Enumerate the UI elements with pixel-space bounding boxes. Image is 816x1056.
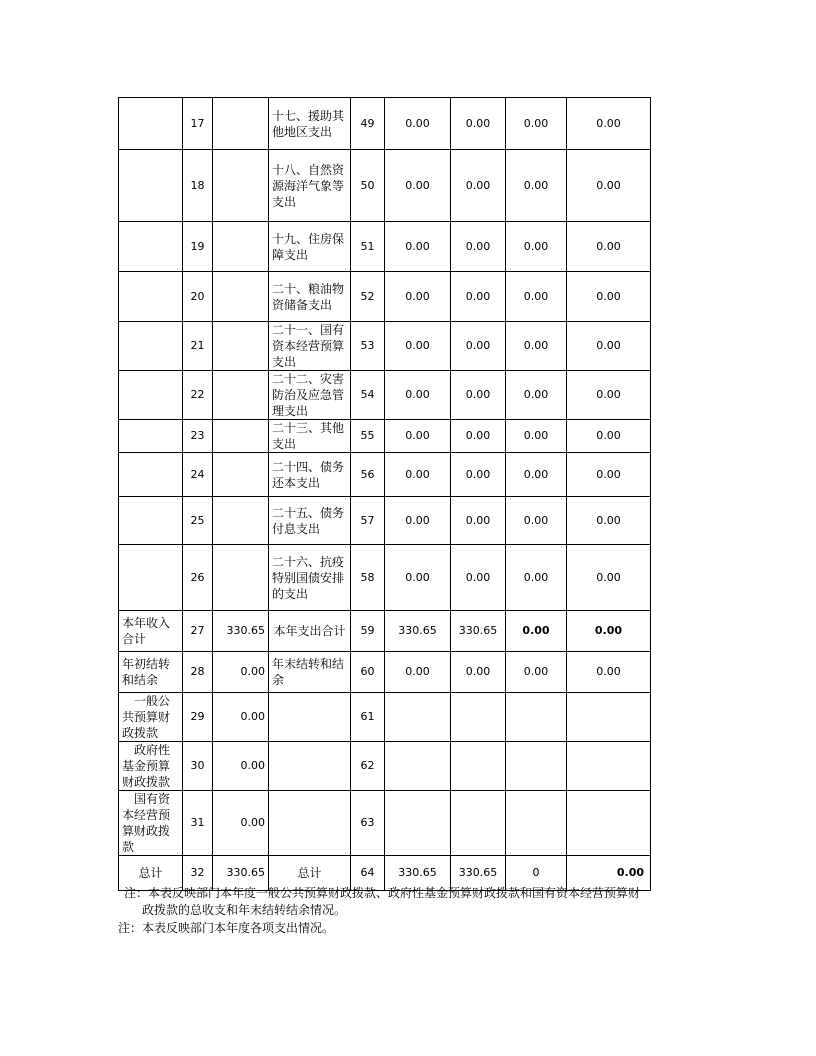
income-item-cell: [119, 497, 183, 545]
table-row: [119, 150, 651, 222]
expense-line-number: 64: [351, 856, 385, 891]
table-row: [119, 420, 651, 453]
amount-cell: 0.00: [451, 272, 506, 322]
summary-row-state: [119, 791, 651, 856]
expense-line-number: 61: [351, 693, 385, 742]
amount-cell: 330.65: [451, 856, 506, 891]
footnote-1: [118, 885, 658, 919]
amount-cell: 0.00: [385, 497, 451, 545]
income-amount: [213, 371, 269, 420]
expense-line-number: 53: [351, 322, 385, 371]
amount-cell: [385, 742, 451, 791]
expense-line-number: 56: [351, 453, 385, 497]
expense-item-label: 二十一、国有资本经营预算支出: [269, 322, 351, 371]
income-item-cell: [119, 150, 183, 222]
amount-cell: 0.00: [567, 611, 651, 652]
amount-cell: 0.00: [506, 420, 567, 453]
amount-cell: 0.00: [451, 545, 506, 611]
amount-cell: 0.00: [385, 322, 451, 371]
footnote-1-line-2: 政拨款的总收支和年末结转结余情况。: [142, 903, 347, 917]
expense-line-number: 50: [351, 150, 385, 222]
amount-cell: 0.00: [385, 150, 451, 222]
footnotes: [118, 885, 658, 937]
table-row: [119, 322, 651, 371]
income-item-label: 总计: [119, 856, 183, 891]
indented-label: 国有资本经营预算财政拨款: [122, 792, 171, 854]
income-line-number: 29: [183, 693, 213, 742]
amount-cell: 0.00: [385, 222, 451, 272]
expense-item-label: [269, 742, 351, 791]
amount-cell: 0.00: [506, 272, 567, 322]
income-amount: 0.00: [213, 652, 269, 693]
income-line-number: 26: [183, 545, 213, 611]
amount-cell: 0.00: [451, 453, 506, 497]
expense-line-number: 60: [351, 652, 385, 693]
amount-cell: 0.00: [451, 420, 506, 453]
income-item-label: 本年收入合计: [119, 611, 183, 652]
amount-cell: 0.00: [506, 497, 567, 545]
income-line-number: 20: [183, 272, 213, 322]
income-line-number: 18: [183, 150, 213, 222]
table-row: [119, 98, 651, 150]
income-line-number: 30: [183, 742, 213, 791]
table-row: [119, 545, 651, 611]
income-amount: [213, 98, 269, 150]
amount-cell: 0.00: [567, 322, 651, 371]
income-item-cell: [119, 222, 183, 272]
amount-cell: [506, 742, 567, 791]
expense-item-label: 总计: [269, 856, 351, 891]
amount-cell: [506, 693, 567, 742]
footnote-1-line-1: 注：本表反映部门本年度一般公共预算财政拨款、政府性基金预算财政拨款和国有资本经营预算财: [124, 886, 641, 900]
amount-cell: 0.00: [385, 272, 451, 322]
amount-cell: [567, 742, 651, 791]
amount-cell: 0.00: [451, 652, 506, 693]
amount-cell: 330.65: [385, 856, 451, 891]
amount-cell: 0.00: [385, 371, 451, 420]
expense-item-label: 年末结转和结余: [269, 652, 351, 693]
income-amount: [213, 453, 269, 497]
expense-item-label: 二十五、债务付息支出: [269, 497, 351, 545]
amount-cell: 0.00: [506, 150, 567, 222]
amount-cell: 0.00: [567, 272, 651, 322]
income-line-number: 24: [183, 453, 213, 497]
table-row: [119, 272, 651, 322]
amount-cell: 0.00: [567, 420, 651, 453]
income-line-number: 22: [183, 371, 213, 420]
amount-cell: 0.00: [506, 98, 567, 150]
amount-cell: [451, 742, 506, 791]
summary-row-income-total: [119, 611, 651, 652]
amount-cell: [567, 791, 651, 856]
expense-line-number: 51: [351, 222, 385, 272]
income-item-cell: [119, 420, 183, 453]
expense-line-number: 52: [351, 272, 385, 322]
income-amount: [213, 322, 269, 371]
expense-line-number: 55: [351, 420, 385, 453]
table-row: [119, 371, 651, 420]
expense-item-label: 二十四、债务还本支出: [269, 453, 351, 497]
income-item-label: [119, 742, 183, 791]
income-amount: 0.00: [213, 742, 269, 791]
expense-item-label: 二十二、灾害防治及应急管理支出: [269, 371, 351, 420]
amount-cell: 0.00: [451, 371, 506, 420]
amount-cell: 0.00: [451, 98, 506, 150]
income-amount: 0.00: [213, 693, 269, 742]
amount-cell: 0.00: [385, 545, 451, 611]
amount-cell: 0.00: [567, 856, 651, 891]
income-amount: [213, 420, 269, 453]
amount-cell: 0.00: [506, 611, 567, 652]
summary-row-carryover: [119, 652, 651, 693]
income-amount: [213, 545, 269, 611]
amount-cell: [451, 791, 506, 856]
expense-item-label: 十七、援助其他地区支出: [269, 98, 351, 150]
expense-item-label: 二十、粮油物资储备支出: [269, 272, 351, 322]
amount-cell: 0.00: [451, 497, 506, 545]
amount-cell: 330.65: [451, 611, 506, 652]
amount-cell: 0.00: [451, 322, 506, 371]
amount-cell: 0.00: [567, 545, 651, 611]
amount-cell: 330.65: [385, 611, 451, 652]
amount-cell: 0.00: [567, 98, 651, 150]
amount-cell: 0.00: [567, 222, 651, 272]
income-item-cell: [119, 272, 183, 322]
amount-cell: [567, 693, 651, 742]
expense-line-number: 63: [351, 791, 385, 856]
amount-cell: 0.00: [385, 652, 451, 693]
amount-cell: 0.00: [567, 497, 651, 545]
amount-cell: 0.00: [567, 150, 651, 222]
amount-cell: 0.00: [506, 371, 567, 420]
expense-line-number: 62: [351, 742, 385, 791]
indented-label: 一般公共预算财政拨款: [122, 694, 171, 740]
income-line-number: 28: [183, 652, 213, 693]
income-item-label: 年初结转和结余: [119, 652, 183, 693]
income-amount: [213, 222, 269, 272]
amount-cell: 0.00: [506, 222, 567, 272]
amount-cell: 0.00: [385, 98, 451, 150]
amount-cell: 0.00: [385, 453, 451, 497]
income-amount: 330.65: [213, 611, 269, 652]
expense-line-number: 59: [351, 611, 385, 652]
income-item-label: [119, 693, 183, 742]
table-body: [119, 98, 651, 891]
summary-row-fund: [119, 742, 651, 791]
table-row: [119, 222, 651, 272]
amount-cell: 0.00: [567, 652, 651, 693]
amount-cell: 0.00: [506, 453, 567, 497]
income-line-number: 25: [183, 497, 213, 545]
income-line-number: 21: [183, 322, 213, 371]
income-amount: 330.65: [213, 856, 269, 891]
amount-cell: 0.00: [506, 545, 567, 611]
amount-cell: [385, 693, 451, 742]
amount-cell: [451, 693, 506, 742]
expense-item-label: 二十六、抗疫特别国债安排的支出: [269, 545, 351, 611]
income-item-cell: [119, 322, 183, 371]
expense-line-number: 54: [351, 371, 385, 420]
income-item-cell: [119, 453, 183, 497]
amount-cell: 0.00: [567, 453, 651, 497]
income-line-number: 17: [183, 98, 213, 150]
amount-cell: [506, 791, 567, 856]
expense-item-label: 十九、住房保障支出: [269, 222, 351, 272]
income-line-number: 31: [183, 791, 213, 856]
indented-label: 政府性基金预算财政拨款: [122, 743, 171, 789]
income-line-number: 32: [183, 856, 213, 891]
income-line-number: 19: [183, 222, 213, 272]
income-line-number: 23: [183, 420, 213, 453]
expense-line-number: 49: [351, 98, 385, 150]
expense-item-label: [269, 791, 351, 856]
summary-row-general: [119, 693, 651, 742]
income-amount: 0.00: [213, 791, 269, 856]
income-item-label: [119, 791, 183, 856]
expense-item-label: 本年支出合计: [269, 611, 351, 652]
amount-cell: 0.00: [451, 150, 506, 222]
income-item-cell: [119, 545, 183, 611]
income-amount: [213, 272, 269, 322]
amount-cell: 0: [506, 856, 567, 891]
expense-line-number: 57: [351, 497, 385, 545]
amount-cell: 0.00: [506, 652, 567, 693]
income-item-cell: [119, 371, 183, 420]
expense-line-number: 58: [351, 545, 385, 611]
table-row: [119, 453, 651, 497]
amount-cell: 0.00: [451, 222, 506, 272]
amount-cell: 0.00: [506, 322, 567, 371]
income-item-cell: [119, 98, 183, 150]
income-amount: [213, 150, 269, 222]
income-line-number: 27: [183, 611, 213, 652]
table-row: [119, 497, 651, 545]
expense-item-label: 十八、自然资源海洋气象等支出: [269, 150, 351, 222]
amount-cell: 0.00: [385, 420, 451, 453]
budget-table: [118, 97, 651, 891]
amount-cell: 0.00: [567, 371, 651, 420]
amount-cell: [385, 791, 451, 856]
expense-item-label: [269, 693, 351, 742]
income-amount: [213, 497, 269, 545]
expense-item-label: 二十三、其他支出: [269, 420, 351, 453]
footnote-2: 注：本表反映部门本年度各项支出情况。: [118, 921, 335, 935]
